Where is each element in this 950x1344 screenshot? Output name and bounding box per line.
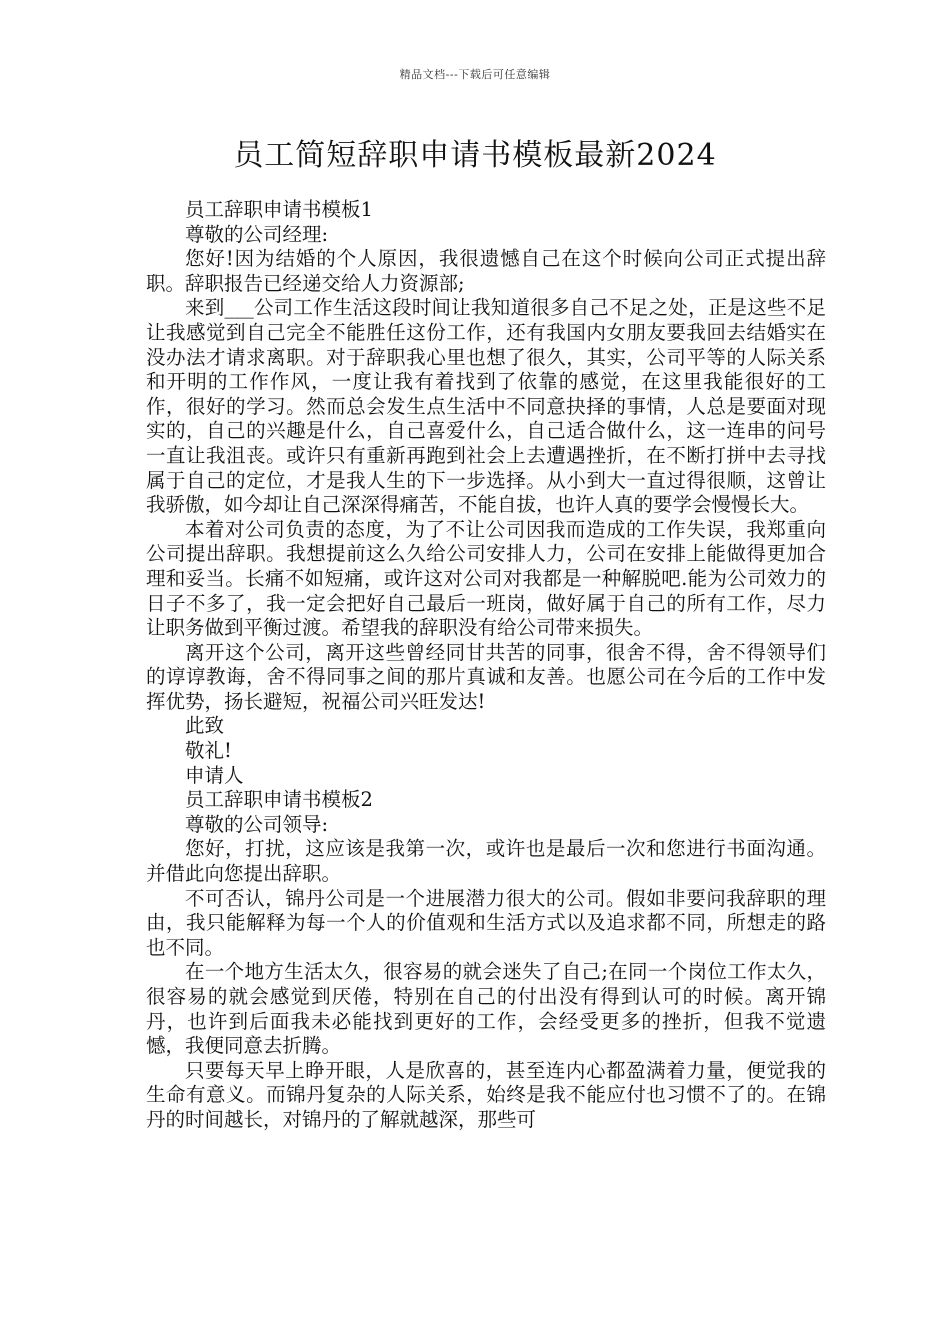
body-paragraph: 您好!因为结婚的个人原因，我很遗憾自己在这个时候向公司正式提出辞职。辞职报告已经递交给人力资源部; (146, 247, 826, 295)
body-paragraph: 您好，打扰，这应该是我第一次，或许也是最后一次和您进行书面沟通。并借此向您提出辞职。 (146, 837, 826, 886)
body-paragraph: 本着对公司负责的态度，为了不让公司因我而造成的工作失误，我郑重向公司提出辞职。我想提前这么久给公司安排人力，公司在安排上能做得更加合理和妥当。长痛不如短痛，或许这对公司对我都是一种解脱吧.能为公司效力的日子不多了，我一定会把好自己最后一班岗，做好属于自己的所有工作，尽力让职务做到平衡过渡。希望我的辞职没有给公司带来损失。 (146, 517, 826, 640)
closing-line: 此致 (185, 714, 225, 738)
document-title: 员工简短辞职申请书模板最新2024 (233, 138, 717, 173)
closing-line: 敬礼! (185, 739, 232, 763)
salutation-2: 尊敬的公司领导: (185, 812, 329, 836)
salutation-1: 尊敬的公司经理: (185, 222, 329, 246)
section-heading-template-1: 员工辞职申请书模板1 (185, 198, 373, 221)
body-paragraph: 不可否认，锦丹公司是一个进展潜力很大的公司。假如非要问我辞职的理由，我只能解释为每一个人的价值观和生活方式以及追求都不同，所想走的路也不同。 (146, 886, 826, 959)
document-body (146, 198, 826, 1133)
body-paragraph: 离开这个公司，离开这些曾经同甘共苦的同事，很舍不得，舍不得领导们的谆谆教诲，舍不得同事之间的那片真诚和友善。也愿公司在今后的工作中发挥优势，扬长避短，祝福公司兴旺发达! (146, 640, 826, 713)
body-paragraph: 只要每天早上睁开眼，人是欣喜的，甚至连内心都盈满着力量，便觉我的生命有意义。而锦丹复杂的人际关系，始终是我不能应付也习惯不了的。在锦丹的时间越长，对锦丹的了解就越深，那些可 (146, 1058, 826, 1131)
section-heading-template-2: 员工辞职申请书模板2 (185, 788, 373, 812)
signature-line: 申请人 (185, 763, 244, 787)
body-paragraph: 在一个地方生活太久，很容易的就会迷失了自己;在同一个岗位工作太久，很容易的就会感觉到厌倦，特别在自己的付出没有得到认可的时候。离开锦丹，也许到后面我未必能找到更好的工作，会经受更多的挫折，但我不觉遗憾，我便同意去折腾。 (146, 960, 826, 1058)
body-paragraph: 来到___公司工作生活这段时间让我知道很多自己不足之处，正是这些不足让我感觉到自己完全不能胜任这份工作，还有我国内女朋友要我回去结婚实在没办法才请求离职。对于辞职我心里也想了很久，其实，公司平等的人际关系和开明的工作作风，一度让我有着找到了依靠的感觉，在这里我能很好的工作，很好的学习。然而总会发生点生活中不同意抉择的事情，人总是要面对现实的，自己的兴趣是什么，自己喜爱什么，自己适合做什么，这一连串的问号一直让我沮丧。或许只有重新再跑到社会上去遭遇挫折，在不断打拼中去寻找属于自己的定位，才是我人生的下一步选择。从小到大一直过得很顺，这曾让我骄傲，如今却让自己深深得痛苦，不能自拔，也许人真的要学会慢慢长大。 (146, 296, 826, 517)
header-note: 精品文档---下载后可任意编辑 (399, 68, 551, 81)
